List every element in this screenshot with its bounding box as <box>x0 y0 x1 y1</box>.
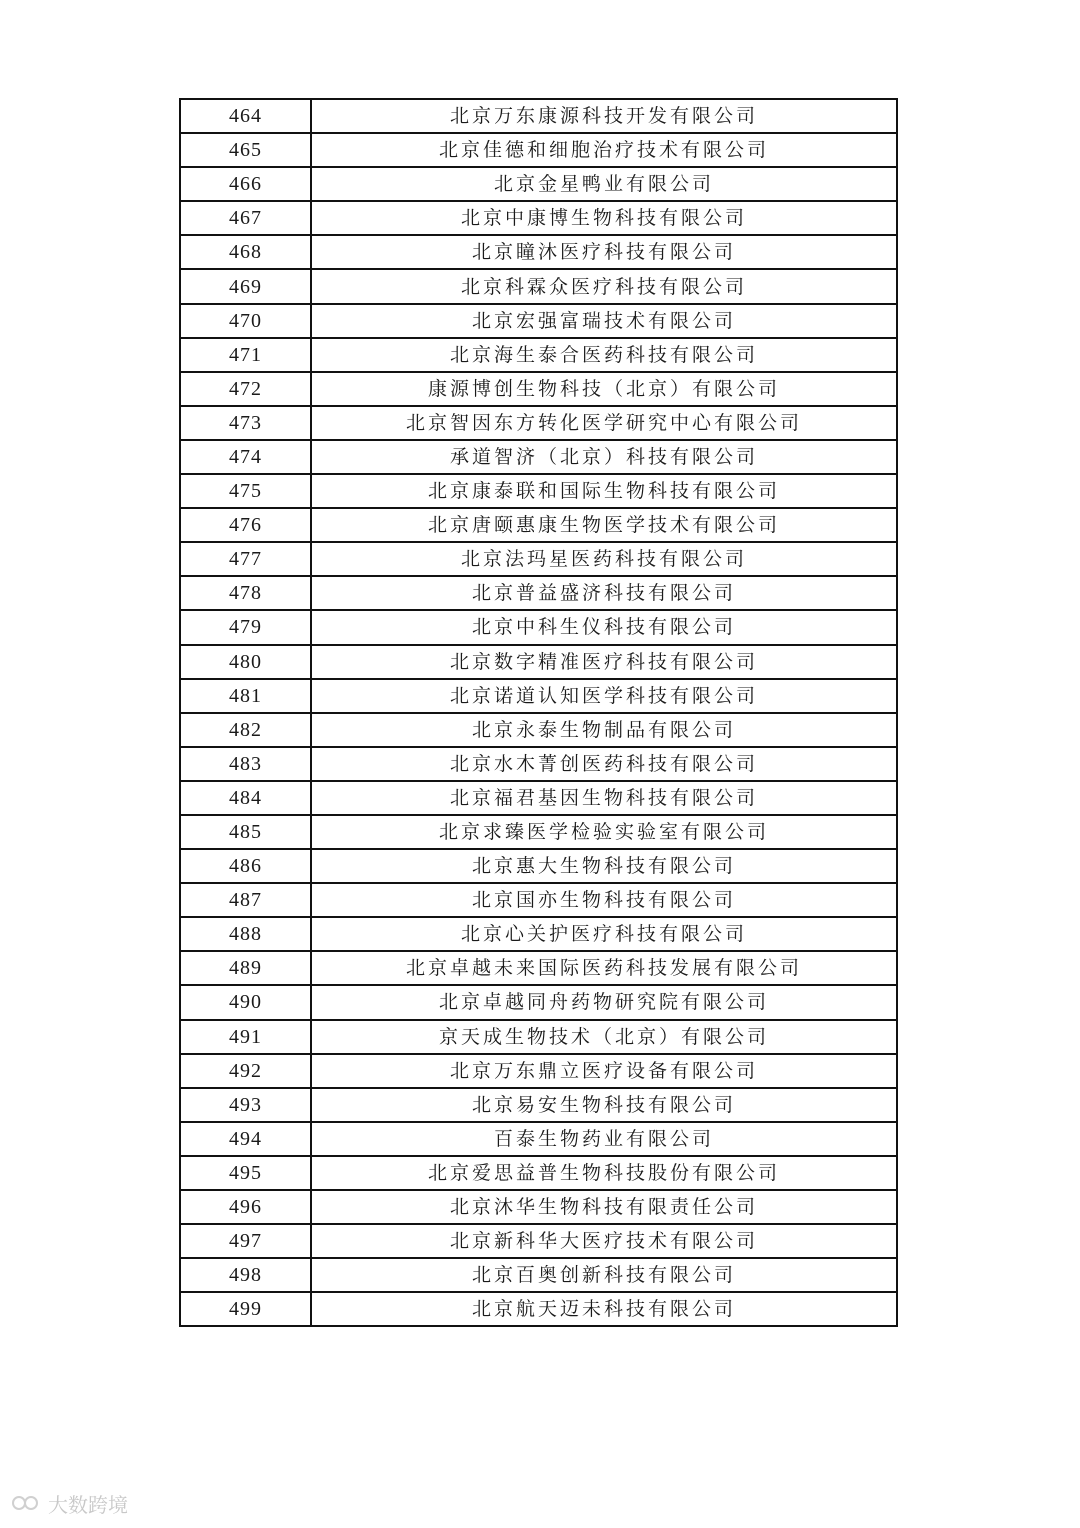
row-number: 468 <box>180 235 311 269</box>
row-number: 470 <box>180 304 311 338</box>
company-name: 承道智济（北京）科技有限公司 <box>311 440 897 474</box>
table-row <box>180 1224 897 1258</box>
company-name: 京天成生物技术（北京）有限公司 <box>311 1020 897 1054</box>
table-row <box>180 713 897 747</box>
table-row <box>180 1292 897 1326</box>
row-number: 497 <box>180 1224 311 1258</box>
row-number: 478 <box>180 576 311 610</box>
table-row <box>180 815 897 849</box>
company-name: 北京瞳沐医疗科技有限公司 <box>311 235 897 269</box>
company-name: 北京中康博生物科技有限公司 <box>311 201 897 235</box>
company-name: 北京沐华生物科技有限责任公司 <box>311 1190 897 1224</box>
company-name: 北京水木菁创医药科技有限公司 <box>311 747 897 781</box>
row-number: 491 <box>180 1020 311 1054</box>
row-number: 487 <box>180 883 311 917</box>
company-name: 北京万东康源科技开发有限公司 <box>311 99 897 133</box>
row-number: 473 <box>180 406 311 440</box>
company-name: 北京康泰联和国际生物科技有限公司 <box>311 474 897 508</box>
row-number: 495 <box>180 1156 311 1190</box>
table-row <box>180 610 897 644</box>
table-row <box>180 338 897 372</box>
row-number: 499 <box>180 1292 311 1326</box>
watermark <box>8 1489 128 1518</box>
company-name: 北京新科华大医疗技术有限公司 <box>311 1224 897 1258</box>
row-number: 464 <box>180 99 311 133</box>
table-row <box>180 576 897 610</box>
company-name: 北京心关护医疗科技有限公司 <box>311 917 897 951</box>
company-name: 北京中科生仪科技有限公司 <box>311 610 897 644</box>
table-row <box>180 133 897 167</box>
row-number: 493 <box>180 1088 311 1122</box>
table-row <box>180 406 897 440</box>
company-name: 北京航天迈未科技有限公司 <box>311 1292 897 1326</box>
table-row <box>180 951 897 985</box>
table-row <box>180 1054 897 1088</box>
company-name: 北京万东鼎立医疗设备有限公司 <box>311 1054 897 1088</box>
company-name: 北京福君基因生物科技有限公司 <box>311 781 897 815</box>
table-row <box>180 781 897 815</box>
row-number: 480 <box>180 645 311 679</box>
table-row <box>180 1156 897 1190</box>
table-row <box>180 849 897 883</box>
row-number: 474 <box>180 440 311 474</box>
table-row <box>180 1122 897 1156</box>
row-number: 496 <box>180 1190 311 1224</box>
company-name: 百泰生物药业有限公司 <box>311 1122 897 1156</box>
table-row <box>180 679 897 713</box>
company-name: 北京求臻医学检验实验室有限公司 <box>311 815 897 849</box>
row-number: 484 <box>180 781 311 815</box>
table-row <box>180 917 897 951</box>
company-name: 北京惠大生物科技有限公司 <box>311 849 897 883</box>
row-number: 472 <box>180 372 311 406</box>
company-name: 北京永泰生物制品有限公司 <box>311 713 897 747</box>
company-name: 北京诺道认知医学科技有限公司 <box>311 679 897 713</box>
table-row <box>180 201 897 235</box>
table-row <box>180 985 897 1019</box>
company-name: 北京法玛星医药科技有限公司 <box>311 542 897 576</box>
table-row <box>180 1190 897 1224</box>
company-name: 北京卓越同舟药物研究院有限公司 <box>311 985 897 1019</box>
row-number: 467 <box>180 201 311 235</box>
table-row <box>180 883 897 917</box>
row-number: 492 <box>180 1054 311 1088</box>
watermark-text: 大数跨境 <box>48 1493 128 1517</box>
table-row <box>180 99 897 133</box>
table-row <box>180 1088 897 1122</box>
table-row <box>180 542 897 576</box>
table-row <box>180 645 897 679</box>
table-row <box>180 747 897 781</box>
row-number: 483 <box>180 747 311 781</box>
company-name: 北京易安生物科技有限公司 <box>311 1088 897 1122</box>
company-name: 北京普益盛济科技有限公司 <box>311 576 897 610</box>
table-row <box>180 269 897 303</box>
watermark-logo-icon <box>8 1494 42 1514</box>
company-name: 康源博创生物科技（北京）有限公司 <box>311 372 897 406</box>
company-name: 北京科霖众医疗科技有限公司 <box>311 269 897 303</box>
company-name: 北京海生泰合医药科技有限公司 <box>311 338 897 372</box>
row-number: 479 <box>180 610 311 644</box>
row-number: 489 <box>180 951 311 985</box>
table-row <box>180 372 897 406</box>
company-name: 北京卓越未来国际医药科技发展有限公司 <box>311 951 897 985</box>
company-name: 北京金星鸭业有限公司 <box>311 167 897 201</box>
company-name: 北京宏强富瑞技术有限公司 <box>311 304 897 338</box>
row-number: 475 <box>180 474 311 508</box>
table-row <box>180 440 897 474</box>
table-row <box>180 508 897 542</box>
company-name: 北京数字精准医疗科技有限公司 <box>311 645 897 679</box>
company-name: 北京国亦生物科技有限公司 <box>311 883 897 917</box>
row-number: 465 <box>180 133 311 167</box>
row-number: 477 <box>180 542 311 576</box>
table-row <box>180 474 897 508</box>
row-number: 466 <box>180 167 311 201</box>
row-number: 494 <box>180 1122 311 1156</box>
row-number: 485 <box>180 815 311 849</box>
table-row <box>180 167 897 201</box>
table-row <box>180 235 897 269</box>
company-name: 北京爱思益普生物科技股份有限公司 <box>311 1156 897 1190</box>
row-number: 476 <box>180 508 311 542</box>
row-number: 486 <box>180 849 311 883</box>
row-number: 490 <box>180 985 311 1019</box>
row-number: 498 <box>180 1258 311 1292</box>
company-name: 北京百奥创新科技有限公司 <box>311 1258 897 1292</box>
table-row <box>180 304 897 338</box>
row-number: 482 <box>180 713 311 747</box>
company-name: 北京智因东方转化医学研究中心有限公司 <box>311 406 897 440</box>
table-row <box>180 1020 897 1054</box>
company-name: 北京唐颐惠康生物医学技术有限公司 <box>311 508 897 542</box>
row-number: 481 <box>180 679 311 713</box>
row-number: 488 <box>180 917 311 951</box>
table-row <box>180 1258 897 1292</box>
company-name: 北京佳德和细胞治疗技术有限公司 <box>311 133 897 167</box>
row-number: 469 <box>180 269 311 303</box>
company-list-table <box>179 98 898 1327</box>
row-number: 471 <box>180 338 311 372</box>
